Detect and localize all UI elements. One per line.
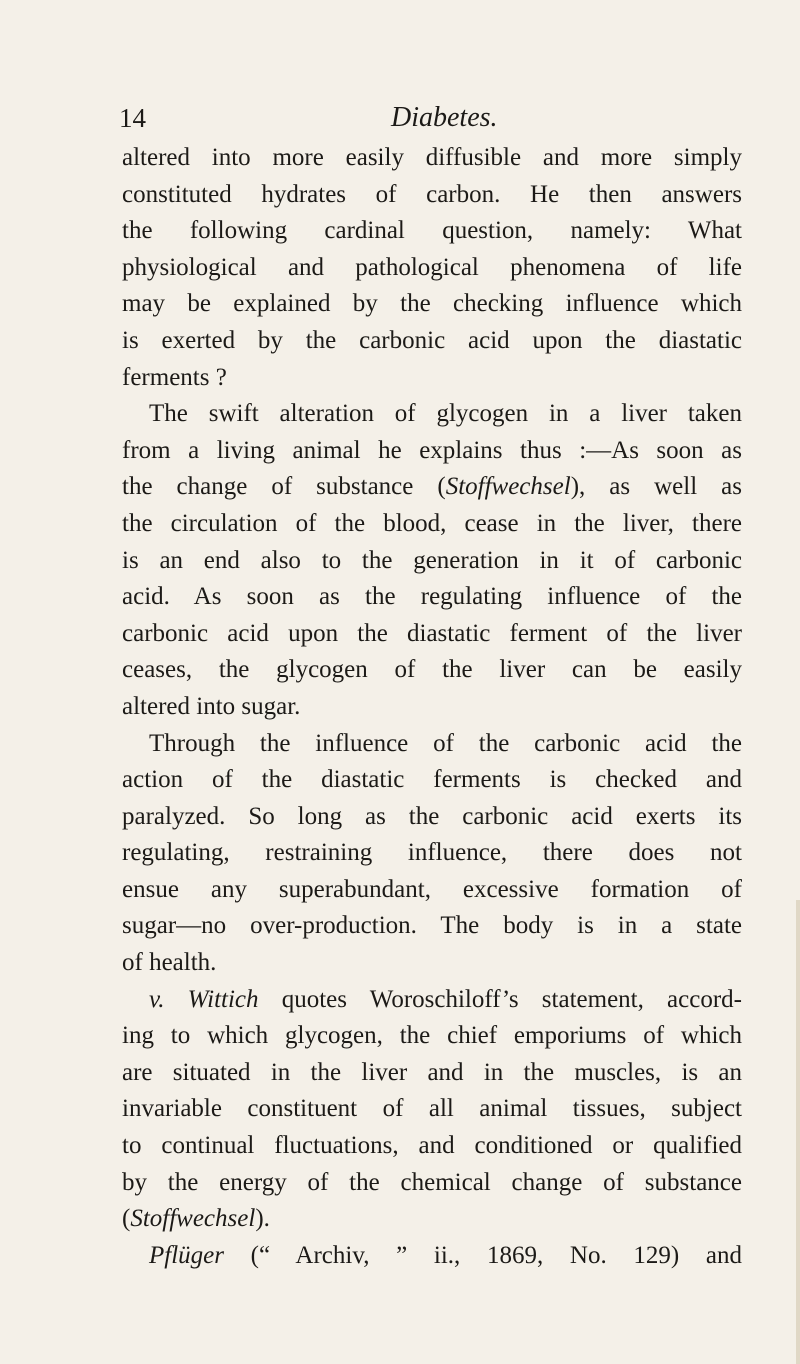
text-line: are situated in the liver and in the muscles, is an	[122, 1058, 742, 1086]
text-line: ing to which glycogen, the chief emporiums of which	[122, 1022, 742, 1050]
text-line: altered into more easily diffusible and more simply	[122, 144, 742, 171]
text-line: ensue any superabundant, excessive formation of	[122, 875, 742, 903]
text-line: may be explained by the checking influence which	[122, 290, 742, 318]
text-line: by the energy of the chemical change of substance	[122, 1168, 742, 1196]
text-line: paralyzed. So long as the carbonic acid exerts its	[122, 802, 742, 830]
text-line: acid. As soon as the regulating influence of the	[122, 583, 742, 611]
text-line: is exerted by the carbonic acid upon the diastatic	[122, 326, 742, 354]
italic-author: v. Wittich	[149, 985, 259, 1013]
italic-term: Stoffwechsel	[130, 1205, 256, 1233]
text-line: constituted hydrates of carbon. He then answers	[122, 180, 742, 208]
text-line: of health.	[122, 949, 217, 977]
text-line: to continual fluctuations, and conditioned or qualified	[122, 1132, 742, 1160]
text-line: the following cardinal question, namely: What	[122, 217, 742, 245]
page-number: 14	[119, 103, 146, 133]
text-line: invariable constituent of all animal tissues, subject	[122, 1095, 742, 1123]
paragraph-start-line: v. Wittich quotes Woroschiloff’s statement, accord-	[149, 985, 742, 1013]
paragraph-start-line: Through the influence of the carbonic acid the	[149, 729, 742, 757]
text-line: the change of substance (Stoffwechsel), as well as	[122, 473, 742, 501]
text-line: sugar—no over-production. The body is in a state	[122, 912, 742, 940]
text-line: regulating, restraining influence, there does not	[122, 839, 742, 867]
paragraph-start-line: Pflüger (“ Archiv, ” ii., 1869, No. 129) and	[149, 1241, 742, 1269]
running-title: Diabetes.	[391, 102, 498, 133]
paragraph-start-line: The swift alteration of glycogen in a liver taken	[149, 400, 742, 428]
text-line: carbonic acid upon the diastatic ferment of the liver	[122, 619, 742, 647]
text-line: (Stoffwechsel).	[122, 1205, 270, 1233]
text-line: from a living animal he explains thus :—As soon as	[122, 436, 742, 464]
italic-term: Stoffwechsel	[445, 473, 571, 501]
text-line: ferments ?	[122, 363, 227, 391]
text-line: ceases, the glycogen of the liver can be easily	[122, 656, 742, 684]
text-line: action of the diastatic ferments is checked and	[122, 766, 742, 794]
italic-author: Pflüger	[149, 1241, 224, 1269]
text-line: is an end also to the generation in it of carbonic	[122, 546, 742, 574]
body-text	[122, 140, 742, 1274]
page-header	[119, 98, 739, 138]
text-line: physiological and pathological phenomena of life	[122, 253, 742, 281]
text-line: the circulation of the blood, cease in the liver, there	[122, 509, 742, 537]
text-line: altered into sugar.	[122, 692, 301, 720]
page-edge-shadow	[796, 900, 800, 1364]
